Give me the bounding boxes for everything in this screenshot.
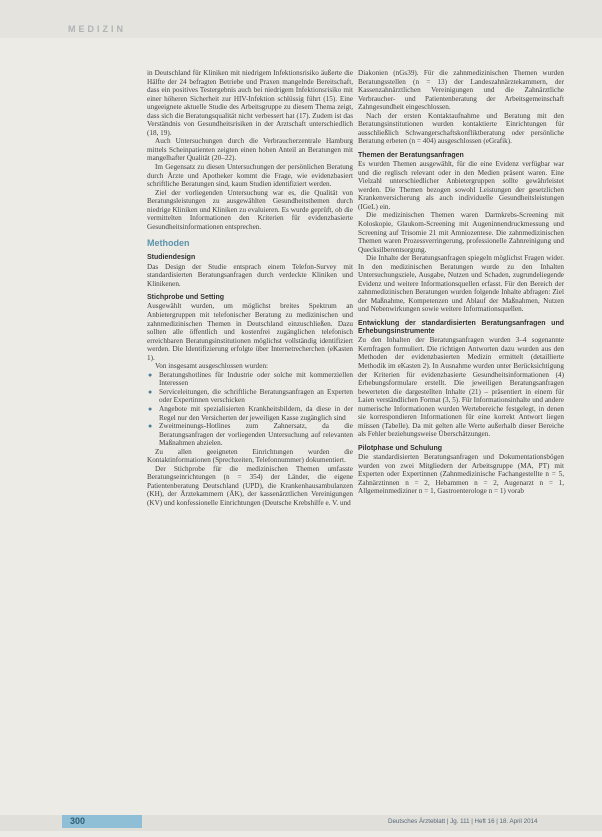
bullet-list xyxy=(147,371,353,448)
body-paragraph: Die Inhalte der Beratungsanfragen spiegeln möglichst Fragen wider. In den medizinischen Beratungen wurde zu den Inhalten Untersuchungsziele, Ausgabe, Nutzen und Schaden, zugrundeliegende Evidenz und weitere Informationsquellen erfasst. Für den Bereich der zahnmedizinischen Beratungen wurden folgende Inhalte abfragen: Ziel der Maßnahme, Kompetenzen und Ablauf der Maßnahmen, Nutzen und Nebenwirkungen sowie weitere Informationsquellen. xyxy=(358,254,564,314)
subsection-heading: Themen der Beratungsanfragen xyxy=(358,151,464,159)
body-paragraph: in Deutschland für Kliniken mit niedrigem Infektionsrisiko äußerte die Hälfte der 24 befragten Betriebe und Praxen mangelnde Bereitschaft, dass ein positives Testergebnis auch bei niedrigem Infektionsrisiko mit einer höheren Sicherheit zur HIV-Infektion schlüssig führt (15). Eine ungeeignete aktuelle Studie des Arbeitsgruppe zu diesem Thema zeigt, dass sich die Beratungsqualität nicht verbessert hat (17). Zudem ist das Verständnis von Gesundheitsrisiken in der Arztschaft unterschiedlich (18, 19). xyxy=(147,69,353,137)
right-text-column xyxy=(358,69,564,496)
subsection-heading: Pilotphase und Schulung xyxy=(358,444,442,452)
bullet-item: ● Beratungshotlines für Industrie oder solche mit kommerziellen Interessen xyxy=(159,371,353,388)
body-paragraph: Das Design der Studie entsprach einem Telefon-Survey mit standardisierten Beratungsanfragen durch verdeckte Kliniken und Klinikenen. xyxy=(147,262,353,288)
body-paragraph: Zu allen geeigneten Einrichtungen wurden die Kontaktinformationen (Sprechzeiten, Telefonnummer) dokumentiert. xyxy=(147,447,353,465)
bullet-item: ● Angebote mit spezialisierten Krankheitsbildern, da diese in der Regel nur den Versicherten der jeweiligen Kasse zugänglich sind xyxy=(159,405,353,422)
subsection-heading: Stichprobe und Setting xyxy=(147,294,224,302)
body-paragraph: Ausgewählt wurden, um möglichst breites Spektrum an Anbietergruppen mit telefonischer Beratung zu medizinischen und zahnmedizinischen Themen in Deutschland einzuschließen. Dazu sollten alle öffentlich und kostenfrei zugänglichen telefonisch erreichbaren Beratungsinstitutionen möglichst vollständig identifiziert werden. Die Identifizierung erfolgte über Internetrecherchen (eKasten 1). xyxy=(147,302,353,362)
bullet-item: ● Zweitmeinungs-Hotlines zum Zahnersatz, da die Beratungsanfragen der vorliegenden Untersuchung auf relevanten Maßnahmen abzielen. xyxy=(159,422,353,448)
body-paragraph: Von insgesamt ausgeschlossen wurden: xyxy=(155,362,269,371)
body-paragraph: Auch Untersuchungen durch die Verbraucherzentrale Hamburg mittels Scheinpatienten zeigten einen hohen Anteil an Beratungen mit mangelhafter Qualität (20–22). xyxy=(147,137,353,163)
journal-reference: Deutsches Ärzteblatt | Jg. 111 | Heft 16 | 18. April 2014 xyxy=(388,818,538,825)
subsection-heading: Entwicklung der standardisierten Beratungsanfragen und Erhebungsinstrumente xyxy=(358,319,564,336)
body-paragraph: Die medizinischen Themen waren Darmkrebs-Screening mit Koloskopie, Glaukom-Screening mit Augeninnendruckmessung und Screening auf Trisomie 21 mit Amniozentese. Die zahnmedizinischen Themen waren Prozessverringerung, professionelle Zahnreinigung und Quecksilberentsorgung. xyxy=(358,211,564,254)
section-heading: Methoden xyxy=(147,238,190,249)
body-paragraph: Die standardisierten Beratungsanfragen und Dokumentationsbögen wurden von zwei Mitgliedern der Arbeitsgruppe (MA, PT) mit Experten oder Expertinnen (Zahnmedizinische Fachangestellte n = 5, Zahnärztinnen n = 2, Hebammen n = 2, Augenarzt n = 1, Allgemeinmediziner n = 1, Gastroenterologe n = 1) vorab xyxy=(358,453,564,496)
section-label: MEDIZIN xyxy=(68,24,126,34)
body-paragraph: Der Stichprobe für die medizinischen Themen umfasste Beratungseinrichtungen (n = 354) der Länder, die eigene Patientenberatung Deutschland (UPD), die Krankenhausambulanzen (KH), der Ärztekammern (ÄK), der kassenärztlichen Vereinigungen (KV) und konfessionelle Einrichtungen (Deutsche Krebshilfe e. V. und xyxy=(147,464,353,508)
body-paragraph: Es wurden Themen ausgewählt, für die eine Evidenz verfügbar war und die reglisch relevant oder in den Medien präsent waren. Eine Vielzahl unterschiedlicher Anbietergruppen sollte gewährleistet werden. Die Themen bezogen sowohl Leistungen der gesetzlichen Krankenversicherung als auch individuelle Gesundheitsleistungen (IGeL) ein. xyxy=(358,160,564,211)
body-paragraph: Im Gegensatz zu diesen Untersuchungen der persönlichen Beratung durch Ärzte und Apotheker kommt die Frage, wie evidenzbasiert schriftliche Beratungen sind, kaum Studien identifiziert werden. xyxy=(147,163,353,189)
subsection-heading: Studiendesign xyxy=(147,254,196,262)
bullet-item: ● Serviceleitungen, die schriftliche Beratungsanfragen an Experten oder Expertinnen verschicken xyxy=(159,388,353,405)
body-paragraph: Nach der ersten Kontaktaufnahme und Beratung mit den Beratungsinstitutionen wurden kontaktierte Einrichtungen für ausschließlich Schwangerschaftskonfliktberatung oder persönliche Beratung erbeten (n = 404) ausgeschlossen (eGrafik). xyxy=(358,111,564,146)
body-paragraph: Ziel der vorliegenden Untersuchung war es, die Qualität von Beratungsleistungen zu ausgewählten Gesundheitsthemen durch niedrige Kliniken und Kliniken zu evaluieren. Es wurde geprüft, ob die vermittelten Informationen den Kriterien für evidenzbasierte Gesundheitsinformationen entsprechen. xyxy=(147,188,353,231)
page-number: 300 xyxy=(70,816,86,826)
body-paragraph: Zu den Inhalten der Beratungsanfragen wurden 3–4 sogenannte Kernfragen formuliert. Die richtigen Antworten dazu wurden aus den Methoden der evidenzbasierten Medizin ermittelt (detaillierte Methodik im eKasten 2). In Ausnahme wurden unter Berücksichtigung der Kriterien für evidenzbasierte Gesundheitsinformationen (4) Erhebungsformulare erstellt. Die jeweiligen Beratungsanfragen bewerteten die dargestellten Inhalte (21) – präsentiert in einem für Laien verständlichen Format (3, 5). Für Informationsinhalte und andere numerische Informationen wurden Wertebereiche festgelegt, in denen sie korrespondieren Informationen für eine korrekt Antwort liegen müssen (Tabelle). Da mit gelten alle Werte außerhalb dieser Bereiche als Fehler beziehungsweise Überschätzungen. xyxy=(358,336,564,439)
left-text-column xyxy=(147,69,353,508)
body-paragraph: Diakonien (nGs39). Für die zahnmedizinischen Themen wurden Beratungsstellen (n = 13) der Landeszahnärztekammern, der Kassenzahnärztlichen Vereinigungen und die Zahnärztliche Verbraucher- und Patientenberatung der Arbeitsgemeinschaft Zahngesundheit eingeschlossen. xyxy=(358,69,564,112)
